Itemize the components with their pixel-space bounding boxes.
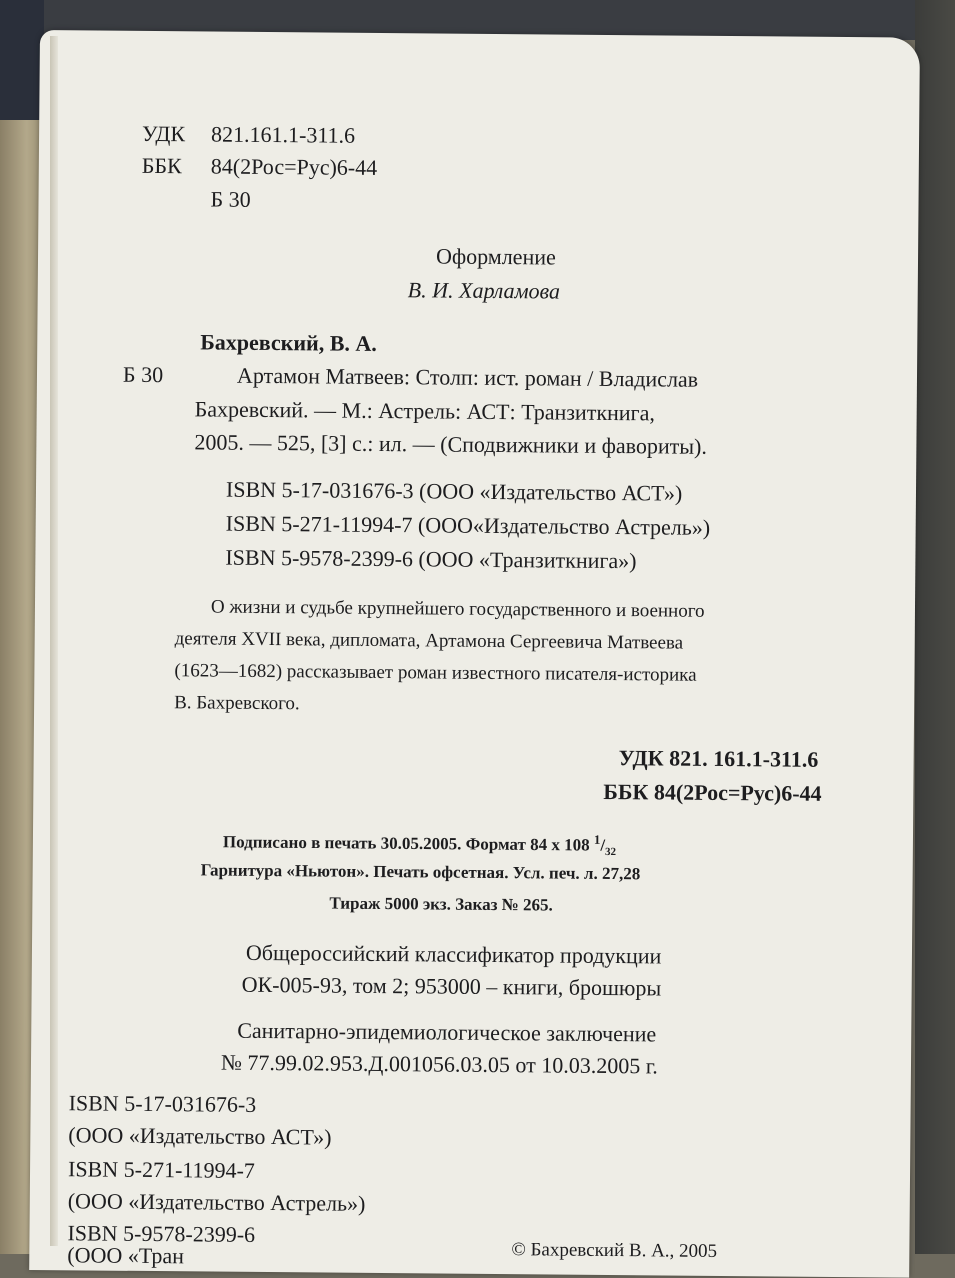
designer-name: В. И. Харламова (407, 277, 561, 304)
format-fraction-denominator: 32 (605, 846, 617, 859)
print-info-line-1: Подписано в печать 30.05.2005. Формат 84 x 108 $^1/_{32}$ (222, 831, 617, 859)
book-page (29, 30, 920, 1278)
isbn-line-2: ISBN 5-271-11994-7 (ООО«Издательство Астрель») (225, 510, 711, 540)
isbn-block-line-3: ISBN 5-271-11994-7 (67, 1156, 255, 1183)
author-heading: Бахревский, В. А. (200, 329, 377, 356)
copyright: © Бахревский В. А., 2005 (511, 1239, 718, 1262)
isbn-block-line-1: ISBN 5-17-031676-3 (68, 1090, 257, 1117)
annotation-line-4: В. Бахревского. (174, 692, 300, 715)
annotation-line-3: (1623—1682) рассказывает роман известного писателя-историка (174, 660, 697, 686)
classifier-line-1: Общероссийский классификатор продукции (245, 939, 662, 969)
author-mark-top: Б 30 (210, 186, 251, 212)
isbn-block-line-6: (ООО «Тран (67, 1242, 185, 1269)
udk-value: 821.161.1-311.6 (210, 121, 356, 148)
isbn-line-3: ISBN 5-9578-2399-6 (ООО «Транзиткнига») (225, 544, 637, 574)
isbn-block-line-2: (ООО «Издательство АСТ») (68, 1122, 332, 1150)
annotation-line-2: деятеля XVII века, дипломата, Артамона Сергеевича Матвеева (174, 628, 684, 654)
author-mark: Б 30 (122, 361, 164, 388)
record-line-2: Бахревский. — М.: Астрель: АСТ: Транзиткнига, (194, 396, 656, 426)
format-fraction-numerator: 1 (593, 831, 601, 847)
design-label: Оформление (435, 243, 556, 270)
sanitary-line-2: № 77.99.02.953.Д.001056.03.05 от 10.03.2005 г. (220, 1049, 658, 1079)
print-signed-text: Подписано в печать 30.05.2005. Формат 84 x 108 (222, 832, 590, 855)
bbk-value: 84(2Рос=Рус)6-44 (210, 153, 378, 180)
page-edge-shadow (50, 36, 58, 1246)
annotation-line-1: О жизни и судьбе крупнейшего государственного и военного (210, 596, 705, 622)
background-right (915, 0, 955, 1254)
sanitary-line-1: Санитарно-эпидемиологическое заключение (237, 1017, 657, 1047)
print-info-line-2: Гарнитура «Ньютон». Печать офсетная. Усл. печ. л. 27,28 (200, 860, 641, 884)
isbn-block-line-5: ISBN 5-9578-2399-6 (67, 1220, 256, 1247)
udk-right: УДК 821. 161.1-311.6 (618, 745, 819, 772)
isbn-block-line-4: (ООО «Издательство Астрель») (67, 1188, 366, 1216)
bbk-label: ББК (141, 152, 182, 179)
record-line-3: 2005. — 525, [3] с.: ил. — (Сподвижники и фавориты). (194, 429, 708, 459)
print-info-line-3: Тираж 5000 экз. Заказ № 265. (329, 893, 553, 915)
record-line-1: Артамон Матвеев: Столп: ист. роман / Владислав (236, 362, 699, 392)
udk-label: УДК (141, 120, 186, 147)
isbn-line-1: ISBN 5-17-031676-3 (ООО «Издательство АСТ») (225, 476, 683, 506)
classifier-line-2: ОК-005-93, том 2; 953000 – книги, брошюры (241, 971, 662, 1001)
bbk-right: ББК 84(2Рос=Рус)6-44 (603, 778, 822, 806)
background-book-corner (0, 0, 44, 120)
